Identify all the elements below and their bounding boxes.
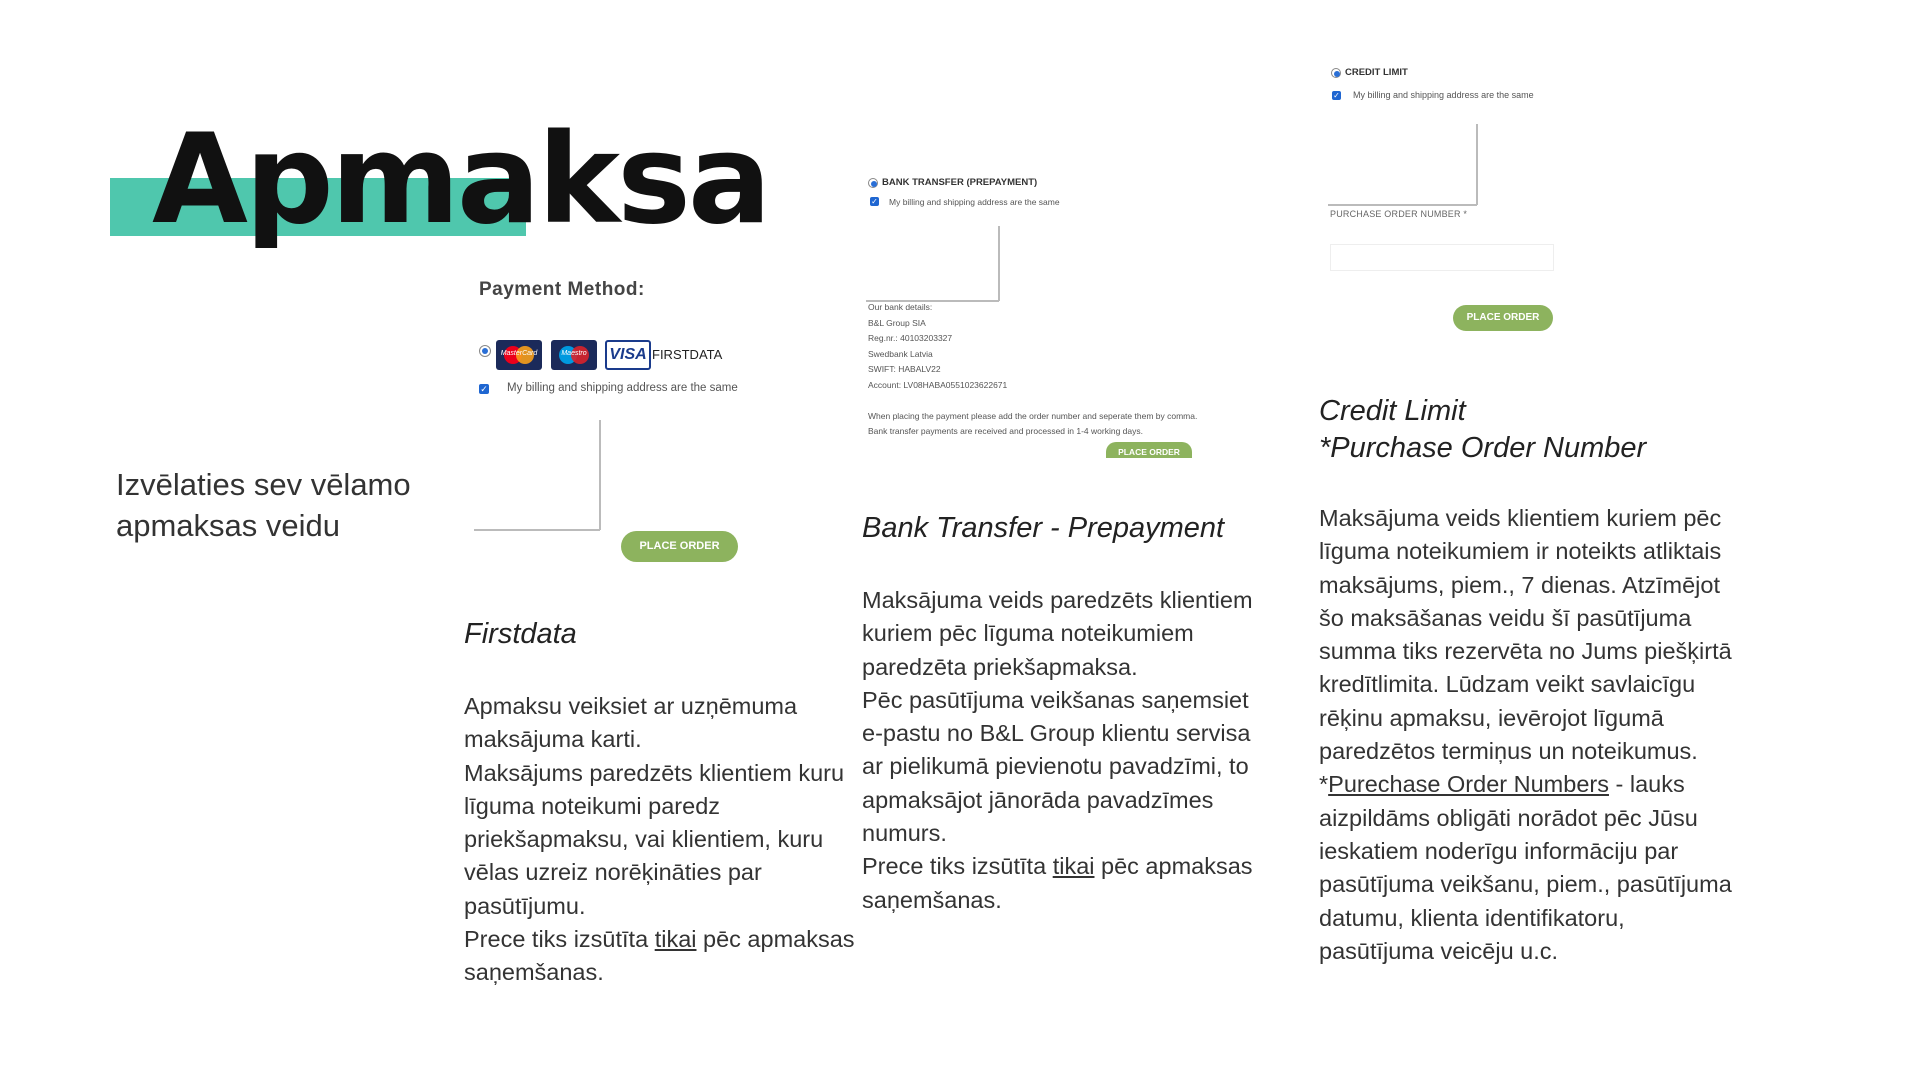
firstdata-p2: Maksājums paredzēts klientiem kuru līguma noteikumi paredz priekšapmaksu, vai klientiem, kuru vēlas uzreiz norēķināties par pasūtījumu. — [464, 759, 845, 919]
bank-place-order-button[interactable]: PLACE ORDER — [1106, 442, 1192, 458]
bank-transfer-description — [862, 584, 1272, 917]
bank-p3-before: Prece tiks izsūtīta — [862, 853, 1053, 880]
bank-details — [868, 300, 1248, 393]
bank-details-line: Swedbank Latvia — [868, 348, 933, 359]
firstdata-p3-before: Prece tiks izsūtīta — [464, 926, 655, 953]
credit-billing-label: My billing and shipping address are the same — [1353, 90, 1534, 100]
bank-details-line: B&L Group SIA — [868, 317, 926, 328]
bank-p1: Maksājuma veids paredzēts klientiem kuriem pēc līguma noteikumiem paredzēta priekšapmaksa. — [862, 587, 1253, 680]
bank-transfer-heading: BANK TRANSFER (PREPAYMENT) — [882, 177, 1038, 188]
bank-billing-label: My billing and shipping address are the same — [889, 197, 1060, 207]
payment-method-label: Payment Method: — [479, 279, 645, 300]
firstdata-place-order-button[interactable]: PLACE ORDER — [621, 531, 738, 562]
bank-transfer-note — [868, 409, 1248, 439]
address-box-outline — [472, 418, 608, 534]
bank-transfer-title: Bank Transfer - Prepayment — [862, 512, 1225, 544]
bank-address-box-outline — [864, 224, 1004, 304]
credit-address-box-outline — [1326, 122, 1482, 208]
credit-place-order-button[interactable]: PLACE ORDER — [1453, 305, 1553, 331]
credit-p1: Maksājuma veids klientiem kuriem pēc līguma noteikumiem ir noteikts atliktais maksājums, piem., 7 dienas. Atzīmējot šo maksāšanas veidu šī pasūtījuma summa tiks rezervēta no Jums piešķirtā kredītlimita. Lūdzam veikt savlaicīgu rēķinu apmaksu, ievērojot līgumā paredzētos termiņus un noteikumus. — [1319, 505, 1732, 765]
firstdata-description — [464, 690, 864, 990]
maestro-logo-icon — [551, 340, 597, 370]
purchase-order-label: PURCHASE ORDER NUMBER * — [1330, 209, 1468, 219]
firstdata-p3-after: pēc apmaksas saņemšanas. — [464, 926, 855, 986]
firstdata-provider-label: FIRSTDATA — [652, 347, 723, 362]
bank-note-line: Bank transfer payments are received and processed in 1-4 working days. — [868, 426, 1143, 436]
credit-title-line2: *Purchase Order Number — [1319, 432, 1647, 464]
bank-p3-after: pēc apmaksas saņemšanas. — [862, 853, 1253, 913]
mastercard-label: MasterCard — [500, 350, 538, 357]
bank-details-line: Our bank details: — [868, 302, 933, 312]
intro-text: Izvēlaties sev vēlamo apmaksas veidu — [116, 467, 411, 543]
firstdata-title: Firstdata — [464, 618, 577, 650]
bank-details-line: Account: LV08HABA0551023622671 — [868, 379, 1008, 390]
page-title: Apmaksa — [152, 108, 769, 252]
credit-p2-after: - lauks aizpildāms obligāti norādot pēc Jūsu ieskatiem noderīgu informāciju par pasūtījuma veikšanu, piem., pasūtījuma datumu, klienta identifikatoru, pasūtījuma veicēju u.c. — [1319, 771, 1732, 964]
bank-note-line: When placing the payment please add the order number and seperate them by comma. — [868, 411, 1198, 421]
credit-title-line1: Credit Limit — [1319, 395, 1466, 427]
bank-billing-checkbox[interactable]: ✓ — [871, 197, 878, 206]
bank-p3-emphasis: tikai — [1052, 853, 1095, 880]
credit-limit-heading: CREDIT LIMIT — [1345, 67, 1408, 78]
bank-details-line: SWIFT: HABALV22 — [868, 364, 941, 374]
bank-p3 — [862, 850, 1272, 917]
credit-limit-description — [1319, 502, 1739, 968]
firstdata-p3 — [464, 923, 864, 990]
firstdata-radio[interactable] — [479, 345, 491, 357]
credit-p2 — [1319, 768, 1739, 968]
credit-limit-radio[interactable] — [1331, 68, 1341, 78]
credit-limit-title — [1319, 393, 1646, 467]
purchase-order-input[interactable] — [1330, 244, 1554, 271]
firstdata-p1: Apmaksu veiksiet ar uzņēmuma maksājuma karti. — [464, 693, 798, 753]
firstdata-billing-checkbox[interactable]: ✓ — [480, 384, 488, 394]
firstdata-billing-label: My billing and shipping address are the same — [507, 382, 738, 394]
purchase-order-numbers-link[interactable]: Purechase Order Numbers — [1328, 771, 1609, 798]
maestro-label: Maestro — [561, 350, 587, 357]
bank-p2: Pēc pasūtījuma veikšanas saņemsiet e-pastu no B&L Group klientu servisa ar pielikumā pievienotu pavadzīmi, to apmaksājot jānorāda pavadzīmes numurs. — [862, 686, 1251, 847]
visa-logo-icon: VISA — [605, 340, 651, 370]
mastercard-logo-icon — [496, 340, 542, 370]
bank-transfer-radio[interactable] — [868, 178, 878, 188]
firstdata-p3-emphasis: tikai — [654, 926, 697, 953]
bank-details-line: Reg.nr.: 40103203327 — [868, 333, 953, 343]
credit-billing-checkbox[interactable]: ✓ — [1333, 91, 1340, 100]
credit-p2-prefix: * — [1319, 771, 1329, 798]
